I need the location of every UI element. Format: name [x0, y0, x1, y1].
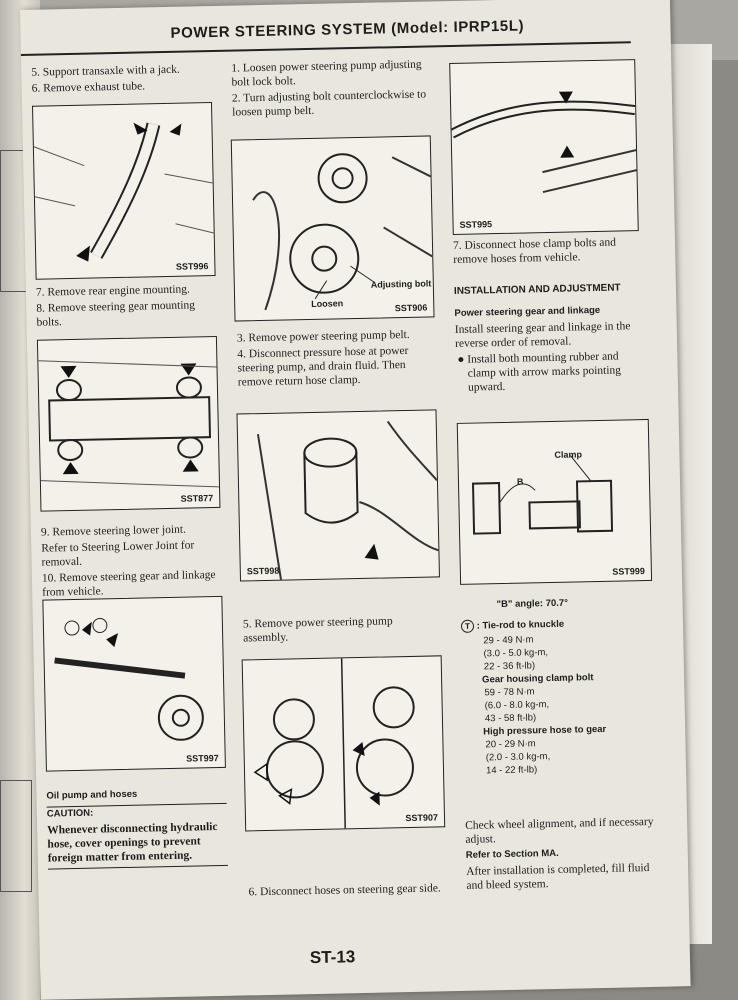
step: Refer to Steering Lower Joint for removal.: [41, 539, 195, 569]
step: 5. Support transaxle with a jack.: [31, 63, 180, 79]
figure-pressure-hose: [236, 409, 439, 581]
figure-code: SST877: [180, 493, 214, 504]
left-column: [31, 62, 212, 98]
subheading: Oil pump and hoses: [46, 788, 138, 802]
step: 5. Remove power steering pump assembly.: [242, 615, 393, 645]
torque-value: 59 - 78 N·m: [484, 686, 535, 699]
step: 10. Remove steering gear and linkage from vehicle.: [41, 569, 216, 599]
label-adjusting-bolt: Adjusting bolt: [370, 278, 432, 290]
step: 2. Turn adjusting bolt counterclockwise to loosen pump belt.: [231, 88, 427, 119]
step: 6. Disconnect hoses on steering gear side.: [248, 882, 441, 899]
figure-pump-assembly: [242, 655, 446, 831]
step: 3. Remove power steering pump belt.: [236, 328, 410, 345]
middle-column-c: [243, 613, 440, 647]
figure-code: SST995: [459, 219, 493, 230]
middle-column-b: [237, 327, 434, 391]
figure-code: SST906: [394, 302, 428, 314]
figure-code: SST907: [405, 812, 439, 824]
figure-gear-mounting: [37, 336, 221, 512]
torque-value: 43 - 58 ft-lb): [484, 712, 537, 725]
caution-text: Whenever disconnecting hydraulic hose, cover openings to prevent foreign matter from entering.: [47, 821, 218, 865]
paragraph: After installation is completed, fill fluid and bleed system.: [466, 862, 650, 892]
step: 7. Remove rear engine mounting.: [35, 283, 190, 299]
step: 9. Remove steering lower joint.: [40, 523, 187, 539]
torque-title: High pressure hose to gear: [483, 723, 607, 738]
section-title: INSTALLATION AND ADJUSTMENT: [453, 282, 621, 297]
right-column-b: [465, 815, 657, 895]
refer-text: Refer to Section MA.: [465, 847, 559, 861]
figure-pump-belt: [231, 135, 435, 321]
bullet-text: Install both mounting rubber and clamp with arrow marks pointing upward.: [467, 350, 622, 394]
figure-code: SST997: [186, 753, 219, 764]
page-number: ST-13: [309, 947, 356, 968]
subheading: Power steering gear and linkage: [454, 304, 601, 319]
paragraph: Check wheel alignment, and if necessary adjust.: [465, 815, 654, 846]
figure-gear-linkage: [42, 596, 226, 772]
figure-exhaust: [32, 102, 216, 280]
torque-specs: [460, 595, 654, 778]
right-column: [453, 235, 646, 397]
figure-clamp-angle: [457, 419, 652, 585]
bullet-item: ● Install both mounting rubber and clamp with arrow marks pointing upward.: [457, 350, 622, 394]
left-column-d: [46, 786, 228, 870]
torque-value: 29 - 49 N·m: [483, 634, 534, 647]
torque-heading: [461, 616, 651, 633]
figure-hose-clamp: [449, 59, 639, 235]
torque-value: (3.0 - 5.0 kg-m,: [483, 647, 549, 660]
torque-value: (6.0 - 8.0 kg-m,: [484, 699, 550, 712]
middle-column-d: [248, 881, 444, 901]
torque-title: : Tie-rod to knuckle: [476, 618, 565, 632]
caution-rule: [48, 865, 228, 870]
title-rule: [21, 41, 631, 56]
label-clamp: Clamp: [554, 449, 583, 460]
torque-value: 20 - 29 N·m: [485, 738, 536, 751]
step: 1. Loosen power steering pump adjusting bolt lock bolt.: [231, 58, 422, 89]
torque-value: 22 - 36 ft-lb): [483, 660, 536, 673]
paragraph: Install steering gear and linkage in the reverse order of removal.: [454, 320, 631, 350]
angle-spec: "B" angle: 70.7°: [496, 597, 569, 611]
figure-code: SST996: [175, 261, 209, 272]
page-title: POWER STEERING SYSTEM (Model: IPRP15L): [170, 17, 525, 42]
torque-title: Gear housing clamp bolt: [482, 672, 594, 686]
figure-code: SST999: [612, 566, 645, 577]
torque-value: (2.0 - 3.0 kg-m,: [485, 751, 551, 764]
left-column-b: [36, 282, 217, 332]
torque-value: 14 - 22 ft-lb): [485, 764, 538, 777]
label-b: B: [516, 476, 524, 487]
step: 6. Remove exhaust tube.: [31, 80, 146, 95]
caution-title: CAUTION:: [46, 807, 94, 820]
step: 7. Disconnect hose clamp bolts and remove hoses from vehicle.: [452, 236, 617, 266]
figure-code: SST998: [246, 565, 280, 577]
step: 4. Disconnect pressure hose at power steering pump, and drain fluid. Then remove return hose clamp.: [237, 344, 409, 389]
middle-column: [231, 57, 428, 121]
torque-icon: T: [461, 620, 474, 633]
manual-page: [20, 0, 691, 1000]
label-loosen: Loosen: [311, 298, 344, 309]
left-column-c: [41, 522, 223, 602]
step: 8. Remove steering gear mounting bolts.: [36, 299, 196, 329]
